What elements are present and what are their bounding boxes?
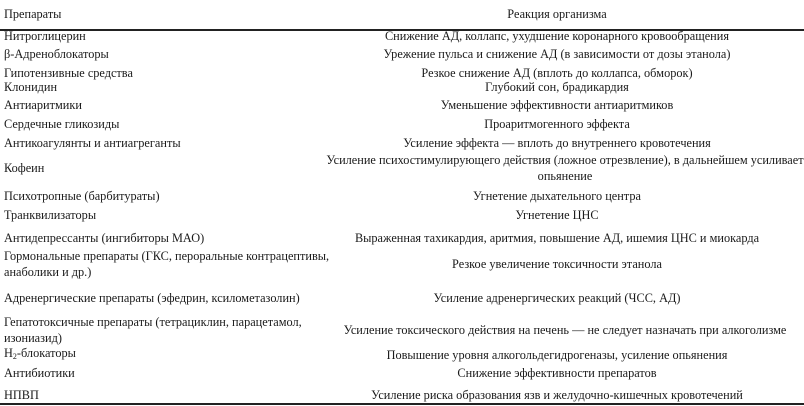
reaction-cell: Уменьшение эффективности антиаритмиков xyxy=(440,97,674,112)
drug-cell: Сердечные гликозиды xyxy=(4,116,120,131)
reaction-cell: Резкое увеличение токсичности этанола xyxy=(452,256,662,271)
reaction-cell: Снижение эффективности препаратов xyxy=(457,365,657,380)
reaction-cell: Угнетение ЦНС xyxy=(515,207,599,222)
reaction-cell: Усиление адренергических реакций (ЧСС, АД) xyxy=(433,290,681,305)
drug-cell: β-Адреноблокаторы xyxy=(4,46,109,61)
drug-cell: Нитроглицерин xyxy=(4,28,86,43)
reaction-cell: Глубокий сон, брадикардия xyxy=(485,79,629,94)
drug-cell: НПВП xyxy=(4,387,39,402)
drug-cell: Гипотензивные средства xyxy=(4,65,133,80)
reaction-cell: Усиление риска образования язв и желудочно-кишечных кровотечений xyxy=(371,387,743,402)
reaction-cell: Усиление психостимулирующего действия (ложное отрезвление), в дальнейшем усиливает опьянение xyxy=(326,152,804,183)
drug-cell: Антикоагулянты и антиагреганты xyxy=(4,135,181,150)
drug-cell: $H_2$-блокаторы xyxy=(4,345,76,361)
drug-cell: Антиаритмики xyxy=(4,97,82,112)
drug-cell: Антибиотики xyxy=(4,365,75,380)
reaction-cell: Проаритмогенного эффекта xyxy=(484,116,630,131)
drug-cell: Кофеин xyxy=(4,160,45,175)
reaction-cell: Усиление токсического действия на печень — не следует назначать при алкоголизме xyxy=(343,322,787,337)
bottom-rule xyxy=(0,403,804,405)
drug-cell: Психотропные (барбитураты) xyxy=(4,188,160,203)
drug-cell: Транквилизаторы xyxy=(4,207,97,222)
reaction-cell: Резкое снижение АД (вплоть до коллапса, обморок) xyxy=(421,65,693,80)
drug-cell: Гепатотоксичные препараты (тетрациклин, парацетамол, изониазид) xyxy=(4,314,302,345)
reaction-cell: Угнетение дыхательного центра xyxy=(473,188,641,203)
reaction-cell: Повышение уровня алкогольдегидрогеназы, усиление опьянения xyxy=(386,347,728,362)
header-reaction: Реакция организма xyxy=(507,7,607,21)
drug-cell: Гормональные препараты (ГКС, пероральные контрацептивы, анаболики и др.) xyxy=(4,248,330,279)
reaction-cell: Снижение АД, коллапс, ухудшение коронарного кровообращения xyxy=(384,28,729,43)
reaction-cell: Выраженная тахикардия, аритмия, повышение АД, ишемия ЦНС и миокарда xyxy=(354,230,760,245)
reaction-cell: Урежение пульса и снижение АД (в зависимости от дозы этанола) xyxy=(383,46,731,61)
drug-cell: Антидепрессанты (ингибиторы МАО) xyxy=(4,230,205,245)
drug-cell: Клонидин xyxy=(4,79,58,94)
reaction-cell: Усиление эффекта — вплоть до внутреннего кровотечения xyxy=(403,135,711,150)
header-drugs: Препараты xyxy=(4,7,62,21)
drug-cell: Адренергические препараты (эфедрин, ксилометазолин) xyxy=(4,290,300,305)
